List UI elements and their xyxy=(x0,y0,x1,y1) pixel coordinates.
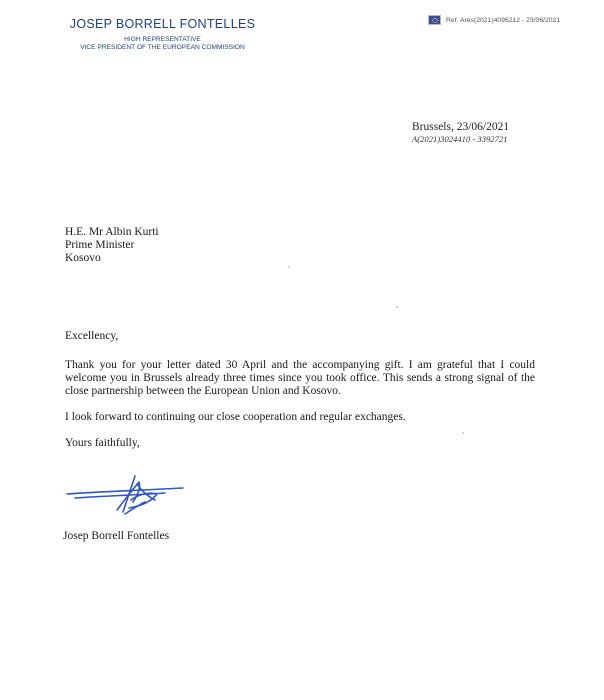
letterhead-title xyxy=(60,36,265,52)
closing: Yours faithfully, xyxy=(65,437,140,449)
signature-icon xyxy=(65,472,190,520)
place-date: Brussels, 23/06/2021 xyxy=(412,121,510,133)
letterhead-title-line2: VICE PRESIDENT OF THE EUROPEAN COMMISSION xyxy=(80,44,245,51)
letterhead xyxy=(60,17,265,52)
letterhead-title-line1: HIGH REPRESENTATIVE xyxy=(124,36,201,43)
reference-text: Ref. Ares(2021)4096212 - 23/06/2021 xyxy=(446,16,561,24)
eu-flag-icon xyxy=(428,15,441,25)
body-paragraph-1: Thank you for your letter dated 30 April and the accompanying gift. I am grateful that I could welcome you in Brussels already three times since you took office. This sends a strong signal of the close partnership between the European Union and Kosovo. xyxy=(65,359,535,397)
salutation: Excellency, xyxy=(65,330,119,342)
scan-speck xyxy=(462,432,464,434)
date-block xyxy=(412,121,509,144)
addressee-line3: Kosovo xyxy=(65,252,101,264)
document-reference xyxy=(428,15,560,25)
addressee-block xyxy=(65,226,159,265)
signer-name: Josep Borrell Fontelles xyxy=(63,530,170,542)
scan-speck xyxy=(396,306,398,308)
addressee-line2: Prime Minister xyxy=(65,239,135,251)
letterhead-name: JOSEP BORRELL FONTELLES xyxy=(69,17,256,31)
doc-ref: A(2021)3024410 - 3392721 xyxy=(412,134,508,144)
scan-speck xyxy=(288,266,290,268)
letter-body xyxy=(65,330,535,450)
body-paragraph-2: I look forward to continuing our close cooperation and regular exchanges. xyxy=(65,411,406,423)
addressee-line1: H.E. Mr Albin Kurti xyxy=(65,226,159,238)
